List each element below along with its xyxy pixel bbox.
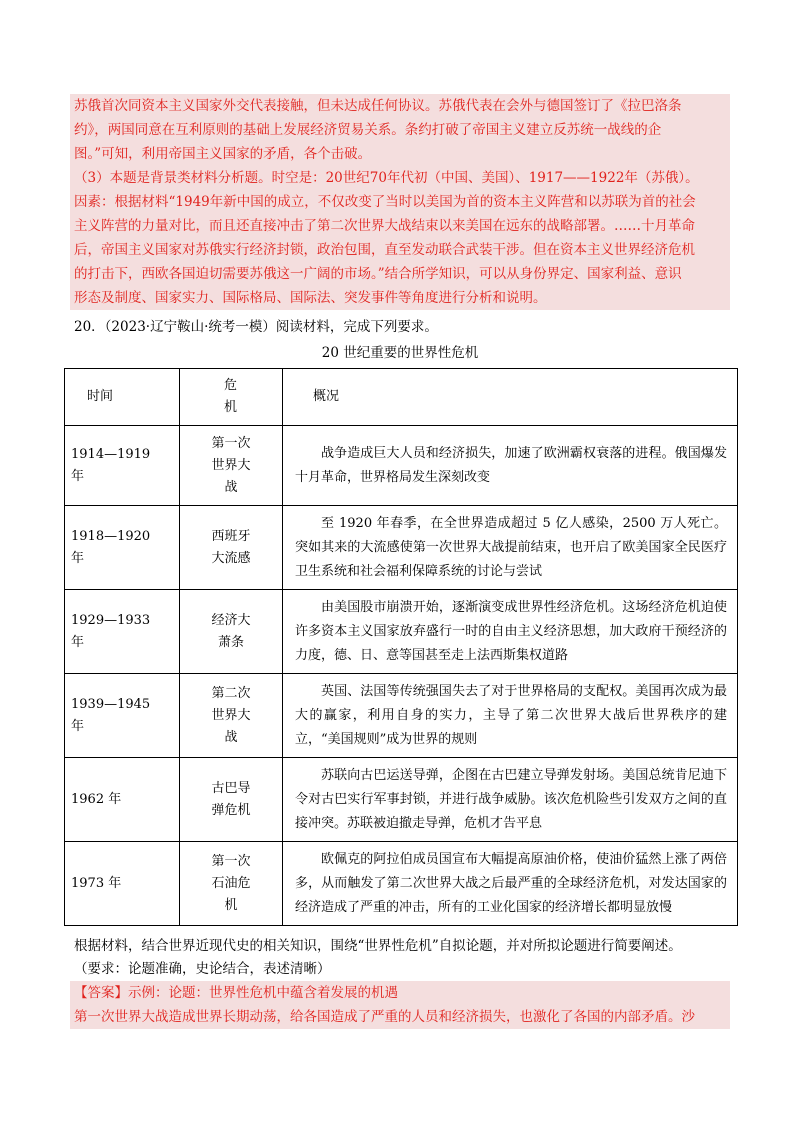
answer-topic: 示例：论题：世界性危机中蕴含着发展的机遇 bbox=[128, 985, 398, 1001]
row-category: 第二次 世界大 战 bbox=[180, 674, 283, 758]
row-time: 1939—1945 年 bbox=[65, 674, 180, 758]
table-row bbox=[65, 758, 738, 842]
row-category: 经济大 萧条 bbox=[180, 590, 283, 674]
analysis-line: 因素：根据材料“1949年新中国的成立，不仅改变了当时以美国为首的资本主义阵营和以苏联为首的社会 bbox=[74, 194, 696, 210]
table-header-row bbox=[65, 369, 738, 426]
answer-line bbox=[74, 981, 730, 1005]
answer-line: 第一次世界大战造成世界长期动荡，给各国造成了严重的人员和经济损失，也激化了各国的内部矛盾。沙 bbox=[74, 1009, 695, 1025]
row-description: 至 1920 年春季，在全世界造成超过 5 亿人感染，2500 万人死亡。突如其来的大流感使第一次世界大战提前结束，也开启了欧美国家全民医疗卫生系统和社会福利保障系统的讨论与尝试 bbox=[295, 515, 727, 579]
analysis-line: 苏俄首次同资本主义国家外交代表接触，但未达成任何协议。苏俄代表在会外与德国签订了《拉巴洛条 bbox=[74, 98, 682, 114]
row-category: 古巴导 弹危机 bbox=[180, 758, 283, 842]
analysis-line: 形态及制度、国家实力、国际格局、国际法、突发事件等角度进行分析和说明。 bbox=[74, 290, 547, 306]
analysis-line: 图。”可知，利用帝国主义国家的矛盾，各个击破。 bbox=[74, 146, 372, 162]
table-row bbox=[65, 842, 738, 926]
analysis-block bbox=[70, 94, 730, 310]
row-category: 第一次 世界大 战 bbox=[180, 426, 283, 506]
row-description: 由美国股市崩溃开始，逐渐演变成世界性经济危机。这场经济危机迫使许多资本主义国家放弃盛行一时的自由主义经济思想，加大政府干预经济的力度，德、日、意等国甚至走上法西斯集权道路 bbox=[295, 599, 727, 663]
row-description: 英国、法国等传统强国失去了对于世界格局的支配权。美国再次成为最大的赢家，利用自身的实力，主导了第二次世界大战后世界秩序的建立，“美国规则”成为世界的规则 bbox=[295, 683, 727, 747]
table-row bbox=[65, 426, 738, 506]
analysis-line: 的打击下，西欧各国迫切需要苏俄这一广阔的市场。”结合所学知识，可以从身份界定、国家利益、意识 bbox=[74, 266, 682, 282]
question-requirement: （要求：论题准确，史论结合，表述清晰） bbox=[74, 961, 331, 977]
question-prompt: 根据材料，结合世界近现代史的相关知识，围绕“世界性危机”自拟论题，并对所拟论题进行简要阐述。 bbox=[74, 938, 682, 954]
header-category: 危 机 bbox=[180, 369, 283, 426]
analysis-line: 约》，两国同意在互利原则的基础上发展经济贸易关系。条约打破了帝国主义建立反苏统一战线的企 bbox=[74, 122, 662, 138]
row-time: 1918—1920 年 bbox=[65, 506, 180, 590]
analysis-line: 后，帝国主义国家对苏俄实行经济封锁，政治包围，直至发动联合武装干涉。但在资本主义世界经济危机 bbox=[74, 242, 695, 258]
answer-block bbox=[70, 981, 730, 1029]
row-description: 苏联向古巴运送导弹，企图在古巴建立导弹发射场。美国总统肯尼迪下令对古巴实行军事封锁，并进行战争威胁。该次危机险些引发双方之间的直接冲突。苏联被迫撤走导弹，危机才告平息 bbox=[295, 767, 727, 831]
header-overview: 概况 bbox=[283, 369, 738, 426]
answer-tag: 【答案】 bbox=[74, 985, 128, 1001]
crisis-table bbox=[64, 368, 738, 926]
row-time: 1962 年 bbox=[65, 758, 180, 842]
table-row bbox=[65, 674, 738, 758]
question-heading: 20．（2023·辽宁鞍山·统考一模）阅读材料，完成下列要求。 bbox=[74, 319, 438, 335]
row-time: 1914—1919 年 bbox=[65, 426, 180, 506]
analysis-line: （3）本题是背景类材料分析题。时空是：20世纪70年代初（中国、美国）、1917——1922年（苏俄）。 bbox=[74, 170, 699, 186]
row-description: 欧佩克的阿拉伯成员国宣布大幅提高原油价格，使油价猛然上涨了两倍多，从而触发了第二次世界大战之后最严重的全球经济危机，对发达国家的经济造成了严重的冲击，所有的工业化国家的经济增长都明显放慢 bbox=[295, 851, 727, 915]
table-row bbox=[65, 506, 738, 590]
row-time: 1929—1933 年 bbox=[65, 590, 180, 674]
header-time: 时间 bbox=[65, 369, 180, 426]
row-time: 1973 年 bbox=[65, 842, 180, 926]
row-category: 第一次 石油危 机 bbox=[180, 842, 283, 926]
row-category: 西班牙 大流感 bbox=[180, 506, 283, 590]
analysis-line: 主义阵营的力量对比，而且还直接冲击了第二次世界大战结束以来美国在远东的战略部署。……十月革命 bbox=[74, 218, 695, 234]
row-description: 战争造成巨大人员和经济损失，加速了欧洲霸权衰落的进程。俄国爆发十月革命，世界格局发生深刻改变 bbox=[295, 445, 727, 485]
table-row bbox=[65, 590, 738, 674]
table-title: 20 世纪重要的世界性危机 bbox=[321, 345, 479, 361]
